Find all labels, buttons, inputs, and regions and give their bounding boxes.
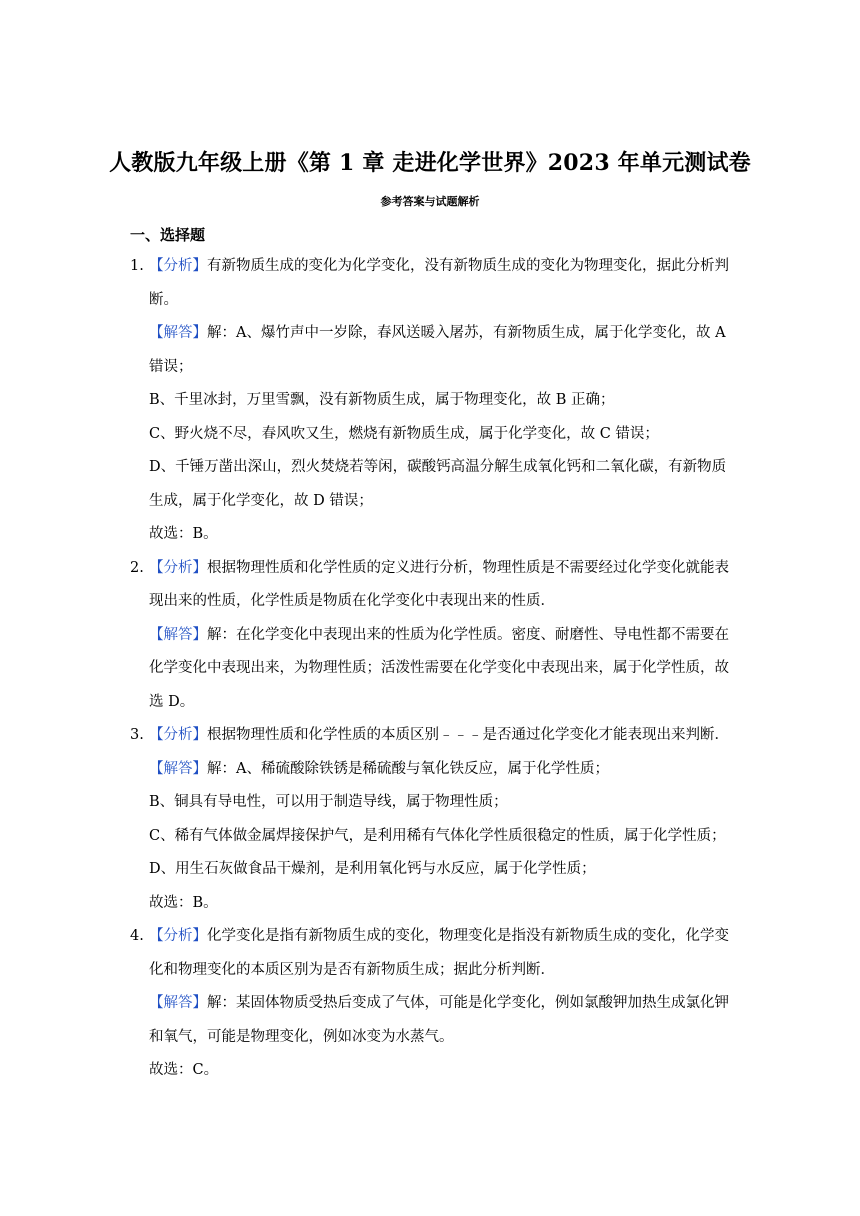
questions-body	[130, 250, 732, 1088]
answer-line: 故选：B。	[149, 526, 218, 542]
question-number: 3.	[130, 727, 144, 743]
question-number: 1.	[130, 258, 144, 274]
answer-line: C、稀有气体做金属焊接保护气，是利用稀有气体化学性质很稳定的性质，属于化学性质；	[149, 827, 726, 844]
analysis-tag: 【分析】	[149, 928, 207, 944]
answer-tag: 【解答】	[149, 325, 207, 341]
question-answer	[130, 753, 732, 787]
question-answer	[130, 987, 732, 1054]
answer-line: 故选：C。	[149, 1062, 219, 1078]
answer-text: 解：A、稀硫酸除铁锈是稀硫酸与氧化铁反应，属于化学性质；	[207, 760, 609, 777]
answer-line: B、千里冰封，万里雪飘，没有新物质生成，属于物理变化，故 B 正确；	[149, 392, 615, 408]
question-4	[130, 920, 732, 1088]
analysis-text: 根据物理性质和化学性质的定义进行分析，物理性质是不需要经过化学变化就能表现出来的性质，化学性质是物质在化学变化中表现出来的性质．	[149, 559, 729, 609]
answer-line: 故选：B。	[149, 894, 218, 911]
answer-line: B、铜具有导电性，可以用于制造导线，属于物理性质；	[149, 794, 508, 810]
answer-tag: 【解答】	[149, 995, 207, 1011]
question-analysis	[130, 719, 732, 753]
question-2	[130, 552, 732, 720]
answer-line: D、千锤万凿出深山，烈火焚烧若等闲，碳酸钙高温分解生成氧化钙和二氧化碳，有新物质生成，属于化学变化，故 D 错误；	[149, 459, 727, 509]
question-analysis	[130, 920, 732, 987]
question-3	[130, 719, 732, 920]
analysis-text: 根据物理性质和化学性质的本质区别﹣﹣﹣是否通过化学变化才能表现出来判断．	[207, 727, 729, 743]
section-heading: 一、选择题	[130, 226, 206, 244]
question-answer	[130, 317, 732, 384]
answer-text: 解：在化学变化中表现出来的性质为化学性质。密度、耐磨性、导电性都不需要在化学变化中表现出来，为物理性质；活泼性需要在化学变化中表现出来，属于化学性质，故选 D。	[149, 626, 729, 710]
answer-line: D、用生石灰做食品干燥剂，是利用氧化钙与水反应，属于化学性质；	[149, 861, 596, 877]
answer-tag: 【解答】	[149, 626, 207, 643]
answer-line: C、野火烧不尽，春风吹又生，燃烧有新物质生成，属于化学变化，故 C 错误；	[149, 425, 659, 442]
analysis-tag: 【分析】	[149, 258, 207, 274]
analysis-text: 化学变化是指有新物质生成的变化，物理变化是指没有新物质生成的变化，化学变化和物理变化的本质区别为是否有新物质生成；据此分析判断．	[149, 928, 729, 978]
question-answer	[130, 619, 732, 720]
analysis-tag: 【分析】	[149, 727, 207, 743]
question-number: 4.	[130, 928, 144, 944]
question-analysis	[130, 552, 732, 619]
question-1	[130, 250, 732, 552]
analysis-tag: 【分析】	[149, 559, 207, 576]
document-title: 人教版九年级上册《第 1 章 走进化学世界》2023 年单元测试卷	[109, 150, 751, 176]
answer-text: 解：某固体物质受热后变成了气体，可能是化学变化，例如氯酸钾加热生成氯化钾和氧气，可能是物理变化，例如冰变为水蒸气。	[149, 995, 729, 1045]
answer-text: 解：A、爆竹声中一岁除，春风送暖入屠苏，有新物质生成，属于化学变化，故 A 错误；	[149, 325, 726, 375]
question-number: 2.	[130, 559, 144, 576]
answer-tag: 【解答】	[149, 760, 207, 777]
question-analysis	[130, 250, 732, 317]
analysis-text: 有新物质生成的变化为化学变化，没有新物质生成的变化为物理变化，据此分析判断。	[149, 258, 729, 308]
document-subtitle: 参考答案与试题解析	[380, 195, 480, 208]
